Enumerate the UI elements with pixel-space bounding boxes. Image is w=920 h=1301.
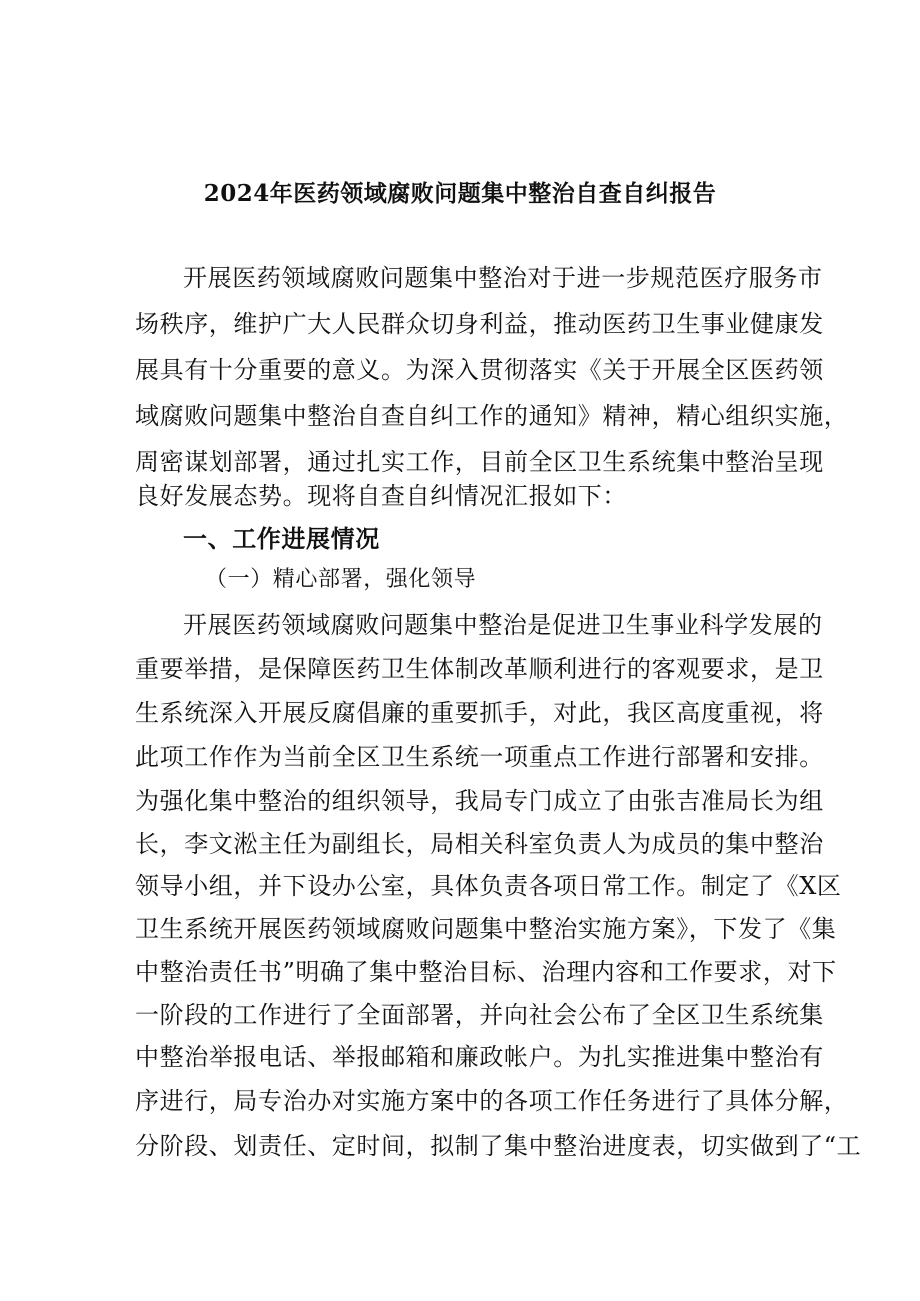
- paragraph-line: 序进行，局专治办对实施方案中的各项工作任务进行了具体分解，: [135, 1087, 849, 1115]
- paragraph-line: 周密谋划部署，通过扎实工作，目前全区卫生系统集中整治呈现: [135, 448, 824, 476]
- section-heading: 一、工作进展情况: [183, 524, 380, 553]
- paragraph-line: 重要举措，是保障医药卫生体制改革顺利进行的客观要求，是卫: [135, 655, 824, 683]
- paragraph-line: 域腐败问题集中整治自查自纠工作的通知》精神，精心组织实施，: [135, 402, 849, 430]
- subsection-heading: （一）精心部署，强化领导: [205, 567, 477, 592]
- paragraph-line: 场秩序，维护广大人民群众切身利益，推动医药卫生事业健康发: [135, 310, 824, 338]
- paragraph-line: 良好发展态势。现将自查自纠情况汇报如下：: [135, 482, 627, 510]
- paragraph-line: 一阶段的工作进行了全面部署，并向社会公布了全区卫生系统集: [135, 1001, 824, 1029]
- paragraph-line: 开展医药领域腐败问题集中整治是促进卫生事业科学发展的: [183, 611, 823, 639]
- paragraph-line: 卫生系统开展医药领域腐败问题集中整治实施方案》，下发了《集: [135, 915, 837, 943]
- paragraph-line: 此项工作作为当前全区卫生系统一项重点工作进行部署和安排。: [135, 743, 824, 771]
- paragraph-line: 中整治举报电话、举报邮箱和廉政帐户。为扎实推进集中整治有: [135, 1043, 824, 1071]
- paragraph-line: 领导小组，并下设办公室，具体负责各项日常工作。制定了《X区: [135, 872, 842, 900]
- paragraph-line: 长，李文淞主任为副组长，局相关科室负责人为成员的集中整治: [135, 830, 824, 858]
- paragraph-line: 中整治责任书”明确了集中整治目标、治理内容和工作要求，对下: [135, 958, 837, 986]
- paragraph-line: 展具有十分重要的意义。为深入贯彻落实《关于开展全区医药领: [135, 356, 824, 384]
- paragraph-line: 开展医药领域腐败问题集中整治对于进一步规范医疗服务市: [183, 264, 823, 292]
- paragraph-line: 生系统深入开展反腐倡廉的重要抓手，对此，我区高度重视，将: [135, 699, 824, 727]
- paragraph-line: 为强化集中整治的组织领导，我局专门成立了由张吉准局长为组: [135, 787, 824, 815]
- document-title: 2024年医药领域腐败问题集中整治自查自纠报告: [203, 180, 717, 207]
- paragraph-line: 分阶段、划责任、定时间，拟制了集中整治进度表，切实做到了“工: [135, 1132, 862, 1160]
